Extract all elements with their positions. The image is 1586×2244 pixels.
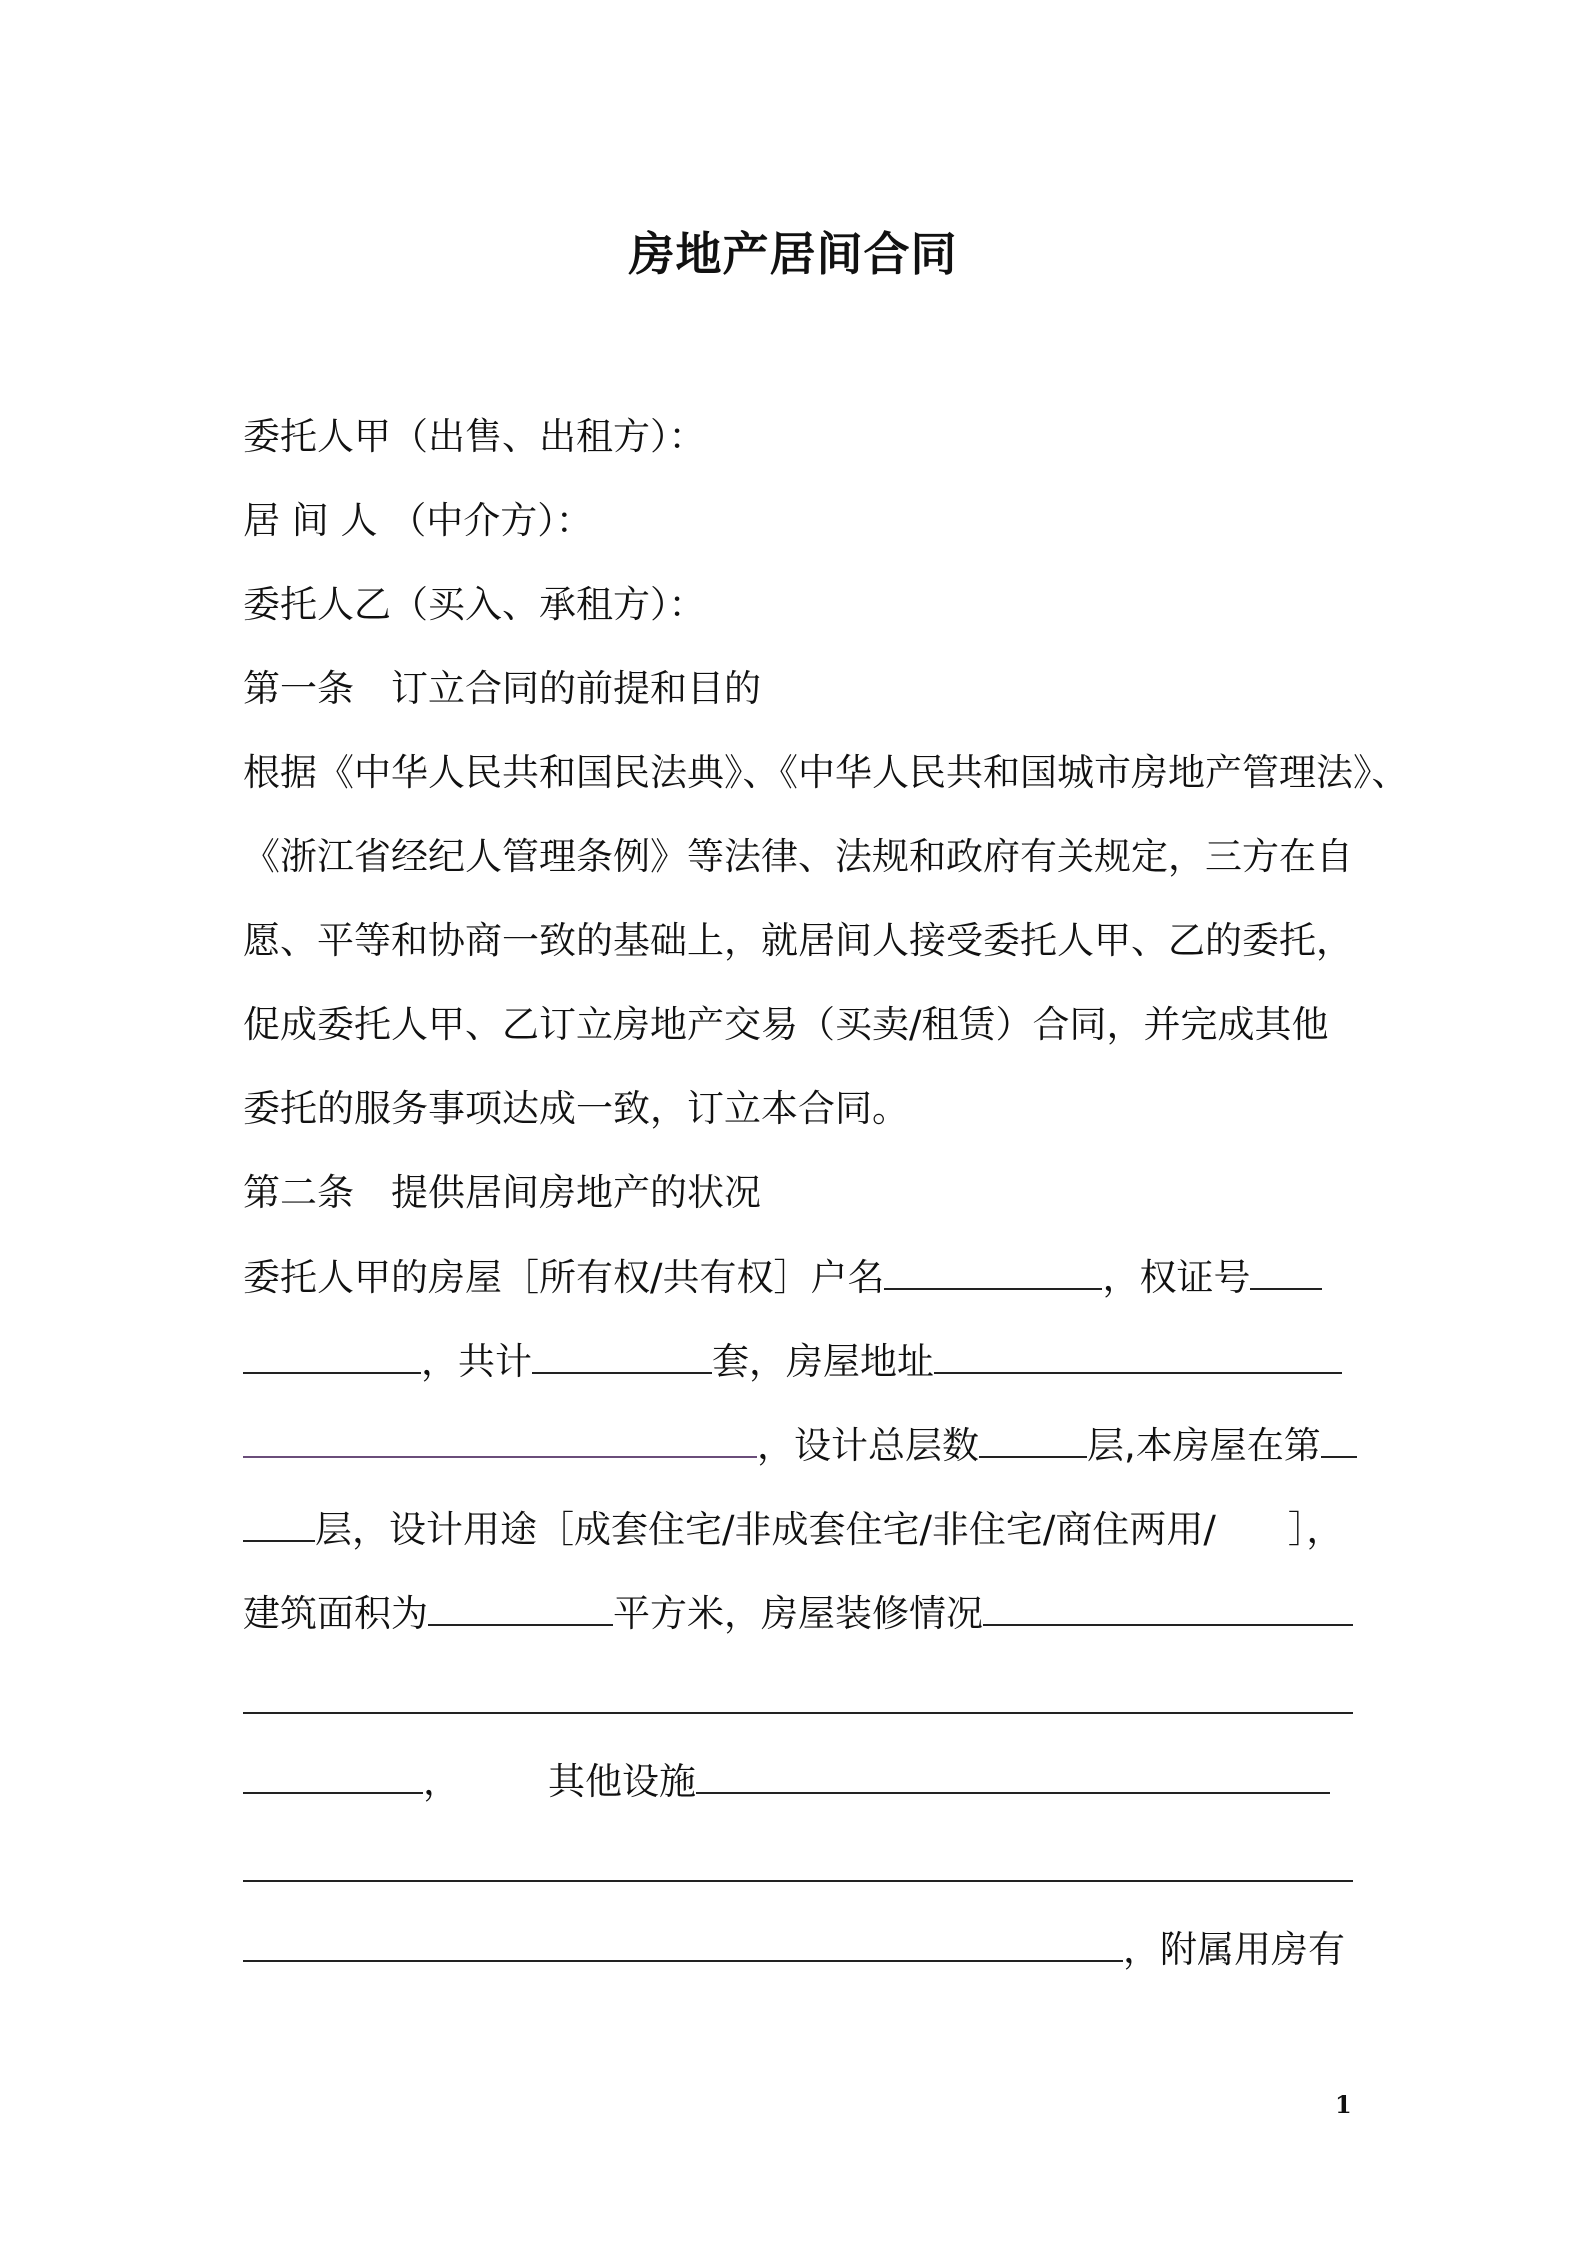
article-2-heading: 第二条 提供居间房地产的状况 (243, 1171, 761, 1214)
use-close: ］， (1287, 1508, 1344, 1551)
page-number: 1 (1335, 2090, 1352, 2119)
owner-name-blank[interactable] (884, 1252, 1102, 1290)
facilities-blank[interactable] (696, 1756, 1330, 1794)
annex-line (243, 1924, 1353, 1974)
floors-line (243, 1420, 1353, 1470)
address-blank[interactable] (934, 1336, 1342, 1374)
cert-number-blank[interactable] (1250, 1252, 1322, 1290)
article-1-line-4: 促成委托人甲、乙订立房地产交易（买卖/租赁）合同，并完成其他 (243, 1003, 1329, 1046)
document-title: 房地产居间合同 (628, 227, 958, 281)
area-blank[interactable] (428, 1588, 613, 1626)
decoration-blank-cont[interactable] (243, 1712, 1353, 1714)
facilities-blank-cont[interactable] (243, 1880, 1353, 1882)
total-label: ，共计 (421, 1340, 532, 1383)
floor-number-blank[interactable] (1321, 1420, 1357, 1458)
article-1-line-2: 《浙江省经纪人管理条例》等法律、法规和政府有关规定，三方在自 (243, 835, 1353, 878)
article-1-line-1: 根据《中华人民共和国民法典》、《中华人民共和国城市房地产管理法》、 (243, 751, 1409, 794)
facilities-label: 其他设施 (548, 1760, 696, 1803)
floors-label: ，设计总层数 (757, 1424, 979, 1467)
owner-line (243, 1252, 1353, 1302)
total-sets-blank[interactable] (532, 1336, 712, 1374)
unit-label: 套，房屋地址 (712, 1340, 934, 1383)
article-1-heading: 第一条 订立合同的前提和目的 (243, 667, 761, 710)
decor-label: 平方米，房屋装修情况 (613, 1592, 983, 1635)
article-1-line-5: 委托的服务事项达成一致，订立本合同。 (243, 1087, 909, 1130)
party-b-label: 委托人乙（买入、承租方）： (243, 583, 706, 626)
area-label: 建筑面积为 (243, 1592, 428, 1635)
total-floors-blank[interactable] (979, 1420, 1087, 1458)
cert-label: ，权证号 (1102, 1256, 1251, 1299)
intermediary-label: 居 间 人 （中介方）： (243, 499, 593, 542)
use-label: 层，设计用途［成套住宅/非成套住宅/非住宅/商住两用/ (315, 1508, 1216, 1551)
facilities-comma: ， (423, 1760, 460, 1803)
facilities-blank-end[interactable] (243, 1924, 1123, 1962)
owner-prefix: 委托人甲的房屋［所有权/共有权］户名 (243, 1256, 885, 1299)
facilities-line (243, 1756, 1353, 1806)
design-use-line (243, 1504, 1353, 1554)
address-blank-cont[interactable] (243, 1420, 757, 1458)
floor-at-label: 层,本房屋在第 (1087, 1424, 1321, 1467)
total-address-line (243, 1336, 1353, 1386)
party-a-label: 委托人甲（出售、出租方）： (243, 415, 706, 458)
area-line (243, 1588, 1353, 1638)
floor-number-blank-cont[interactable] (243, 1504, 315, 1542)
article-1-line-3: 愿、平等和协商一致的基础上，就居间人接受委托人甲、乙的委托， (243, 919, 1353, 962)
decoration-blank[interactable] (983, 1588, 1353, 1626)
cert-number-blank-cont[interactable] (243, 1336, 421, 1374)
decoration-blank-end[interactable] (243, 1756, 423, 1794)
annex-label: ，附属用房有 (1123, 1928, 1345, 1971)
